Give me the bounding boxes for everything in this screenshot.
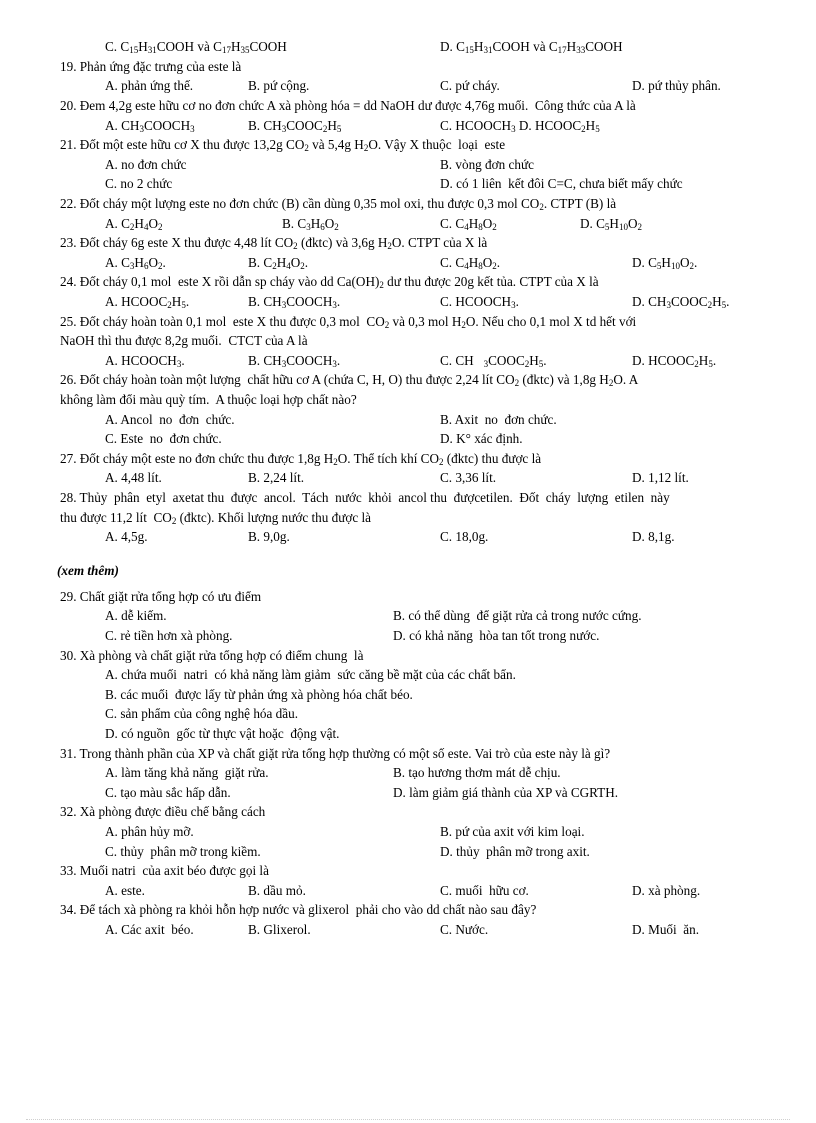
question-text: 25. Đốt cháy hoàn toàn 0,1 mol este X thu được 0,3 mol $CO_2$ và 0,3 mol $H_2O$. Nếu cho 0,1 mol X td hết với — [60, 313, 637, 330]
question-30 — [0, 646, 816, 666]
question-text: NaOH thì thu được 8,2g muối. CTCT của A là — [60, 333, 308, 349]
choice: B. 2,24 lít. — [248, 470, 305, 486]
choice: A. làm tăng khả năng giặt rửa. — [105, 765, 269, 781]
choice: D. $C_5H_{10}O_2$ — [580, 215, 642, 232]
answer-choices-line — [0, 214, 816, 234]
question-19 — [0, 57, 816, 77]
choice: B. vòng đơn chức — [440, 156, 534, 172]
choice: B. $CH_3COOCH_3$. — [248, 352, 341, 369]
choice: B. $C_3H_6O_2$ — [282, 215, 339, 232]
question-text: 23. Đốt cháy 6g este X thu được 4,48 lít $CO_2$ (đktc) và 3,6g $H_2O$. CTPT của X là — [60, 235, 488, 252]
question-31 — [0, 744, 816, 764]
question-text: 19. Phản ứng đặc trưng của este là — [60, 58, 242, 74]
section-title: (xem thêm) — [57, 563, 119, 578]
question-33 — [0, 861, 816, 881]
answer-choices-line — [0, 527, 816, 547]
question-22 — [0, 194, 816, 214]
answer-choices-line — [0, 783, 816, 803]
choice: D. Muối ăn. — [632, 921, 700, 937]
choice: A. $C_2H_4O_2$ — [105, 215, 163, 232]
choice: D. có nguồn gốc từ thực vật hoặc động vật. — [105, 725, 340, 741]
choice: A. dễ kiếm. — [105, 608, 167, 624]
answer-choices-line — [0, 881, 816, 901]
page-bottom-rule — [26, 1119, 790, 1120]
answer-choices-line — [0, 174, 816, 194]
choice: C. $HCOOCH_3$ D. $HCOOC_2H_5$ — [440, 117, 600, 134]
choice: B. 9,0g. — [248, 529, 290, 545]
question-text: 29. Chất giặt rửa tổng hợp có ưu điểm — [60, 588, 262, 604]
choice: C. $C_4H_8O_2$. — [440, 254, 501, 271]
choice: A. 4,5g. — [105, 529, 148, 545]
question-21 — [0, 135, 816, 155]
choice: C. muối hữu cơ. — [440, 882, 529, 898]
answer-choices-line — [0, 468, 816, 488]
question-26-continued — [0, 390, 816, 410]
question-25-continued — [0, 331, 816, 351]
choice: A. $HCOOC_2H_5$. — [105, 294, 190, 310]
choice: A. 4,48 lít. — [105, 470, 162, 486]
answer-choices-line — [0, 665, 816, 685]
choice: D. làm giảm giá thành của XP và CGRTH. — [393, 784, 619, 800]
question-20 — [0, 96, 816, 116]
choice: C. $C_4H_8O_2$ — [440, 215, 497, 232]
choice: B. các muối được lấy từ phản ứng xà phòng hóa chất béo. — [105, 686, 413, 702]
question-text: thu được 11,2 lít $CO_2$ (đktc). Khối lượng nước thu được là — [60, 509, 372, 526]
question-text: 33. Muối natri của axit béo được gọi là — [60, 863, 269, 879]
choice: D. pứ thủy phân. — [632, 78, 721, 94]
question-text: 32. Xà phòng được điều chế bằng cách — [60, 804, 266, 820]
choice: D. $CH_3COOC_2H_5$. — [632, 294, 730, 310]
question-32 — [0, 802, 816, 822]
answer-choices-line — [0, 116, 816, 136]
choice: D. $HCOOC_2H_5$. — [632, 352, 717, 369]
choice: A. no đơn chức — [105, 156, 187, 172]
choice: B. $C_2H_4O_2$. — [248, 254, 309, 271]
choice: A. phân hủy mỡ. — [105, 823, 194, 839]
choice: C. pứ cháy. — [440, 78, 500, 94]
choice: C. $C_{15}H_{31}COOH$ và $C_{17}H_{35}COOH$ — [105, 39, 287, 56]
question-text: 28. Thủy phân etyl axetat thu được ancol. Tách nước khỏi ancol thu đượcetilen. Đốt cháy lượng etilen này — [60, 490, 670, 505]
answer-choices-line — [0, 763, 816, 783]
section-heading — [0, 561, 816, 581]
question-24 — [0, 272, 816, 292]
choice: B. $CH_3COOCH_3$. — [248, 294, 341, 310]
answer-choices-line — [0, 842, 816, 862]
question-text: 22. Đốt cháy một lượng este no đơn chức (B) cần dùng 0,35 mol oxi, thu được 0,3 mol $CO_2$. CTPT (B) là — [60, 196, 617, 212]
question-26 — [0, 370, 816, 390]
question-29 — [0, 587, 816, 607]
answer-choices-line — [0, 606, 816, 626]
choice: B. Axit no đơn chức. — [440, 411, 557, 427]
choice: C. $HCOOCH_3$. — [440, 294, 519, 310]
answer-choices-line — [0, 253, 816, 273]
answer-choices-line — [0, 685, 816, 705]
choice: A. este. — [105, 882, 145, 898]
choice: D. 1,12 lít. — [632, 470, 689, 486]
choice: D. có khả năng hòa tan tốt trong nước. — [393, 627, 600, 643]
choice: B. dầu mỏ. — [248, 882, 306, 898]
choice: C. tạo màu sắc hấp dẫn. — [105, 784, 231, 800]
choice: D. thủy phân mỡ trong axit. — [440, 843, 590, 859]
choice: A. Các axit béo. — [105, 921, 194, 937]
question-text: 31. Trong thành phần của XP và chất giặt rửa tổng hợp thường có một số este. Vai trò của este này là gì? — [60, 745, 611, 761]
question-text: 21. Đốt một este hữu cơ X thu được 13,2g $CO_2$ và 5,4g $H_2O$. Vậy X thuộc loại este — [60, 137, 506, 154]
question-28 — [0, 488, 816, 508]
choice: B. Glixerol. — [248, 921, 311, 937]
question-23 — [0, 233, 816, 253]
answer-choices-line — [0, 37, 816, 57]
choice: C. Nước. — [440, 921, 489, 937]
choice: C. 3,36 lít. — [440, 470, 497, 486]
choice: B. pứ cộng. — [248, 78, 310, 94]
choice: A. $HCOOCH_3$. — [105, 352, 185, 369]
choice: B. $CH_3COOC_2H_5$ — [248, 117, 342, 134]
choice: C. 18,0g. — [440, 529, 489, 545]
choice: A. Ancol no đơn chức. — [105, 411, 235, 427]
choice: B. có thể dùng để giặt rửa cả trong nước cứng. — [393, 608, 642, 624]
answer-choices-line — [0, 429, 816, 449]
choice: B. pứ của axit với kim loại. — [440, 823, 585, 839]
answer-choices-line — [0, 704, 816, 724]
answer-choices-line — [0, 822, 816, 842]
question-25 — [0, 312, 816, 332]
question-34 — [0, 900, 816, 920]
question-27 — [0, 449, 816, 469]
choice: C. rẻ tiền hơn xà phòng. — [105, 627, 233, 643]
choice: A. $C_3H_6O_2$. — [105, 254, 166, 271]
choice: D. 8,1g. — [632, 529, 675, 545]
answer-choices-line — [0, 292, 816, 312]
choice: A. $CH_3COOCH_3$ — [105, 117, 195, 134]
answer-choices-line — [0, 410, 816, 430]
answer-choices-line — [0, 724, 816, 744]
answer-choices-line — [0, 351, 816, 371]
choice: A. phản ứng thế. — [105, 78, 194, 94]
question-text: 27. Đốt cháy một este no đơn chức thu được 1,8g $H_2O$. Thể tích khí $CO_2$ (đktc) thu được là — [60, 450, 542, 467]
question-text: 34. Để tách xà phòng ra khỏi hỗn hợp nước và glixerol phải cho vào dd chất nào sau đây? — [60, 902, 537, 918]
choice: D. $C_{15}H_{31}COOH$ và $C_{17}H_{33}COOH$ — [440, 39, 623, 56]
choice: D. $C_5H_{10}O_2$. — [632, 254, 698, 271]
question-text: không làm đổi màu quỳ tím. A thuộc loại hợp chất nào? — [60, 392, 357, 407]
question-text: 30. Xà phòng và chất giặt rửa tổng hợp có điểm chung là — [60, 647, 364, 663]
answer-choices-line — [0, 920, 816, 940]
question-text: 20. Đem 4,2g este hữu cơ no đơn chức A xà phòng hóa = dd NaOH dư được 4,76g muối. Công thức của A là — [60, 98, 636, 113]
answer-choices-line — [0, 76, 816, 96]
choice: C. thủy phân mỡ trong kiềm. — [105, 843, 261, 859]
choice: A. chứa muối natri có khả năng làm giảm sức căng bề mặt của các chất bẩn. — [105, 667, 516, 683]
choice: D. xà phòng. — [632, 882, 701, 898]
question-28-continued — [0, 508, 816, 528]
choice: C. no 2 chức — [105, 176, 173, 192]
choice: C. Este no đơn chức. — [105, 431, 222, 447]
question-text: 24. Đốt cháy 0,1 mol este X rồi dẫn sp cháy vào dd $Ca(OH)_2$ dư thu được 20g kết tủa. CTPT của X là — [60, 274, 599, 291]
choice: D. có 1 liên kết đôi C=C, chưa biết mấy chức — [440, 176, 683, 192]
question-text: 26. Đốt cháy hoàn toàn một lượng chất hữu cơ A (chứa C, H, O) thu được 2,24 lít $CO_2$ (đktc) và 1,8g $H_2O$. A — [60, 372, 639, 389]
choice: B. tạo hương thơm mát dễ chịu. — [393, 765, 561, 781]
choice: C. CH $_3COOC_2H_5$. — [440, 352, 547, 369]
choice: D. K° xác định. — [440, 431, 523, 447]
answer-choices-line — [0, 155, 816, 175]
choice: C. sản phẩm của công nghệ hóa dầu. — [105, 706, 298, 722]
answer-choices-line — [0, 626, 816, 646]
